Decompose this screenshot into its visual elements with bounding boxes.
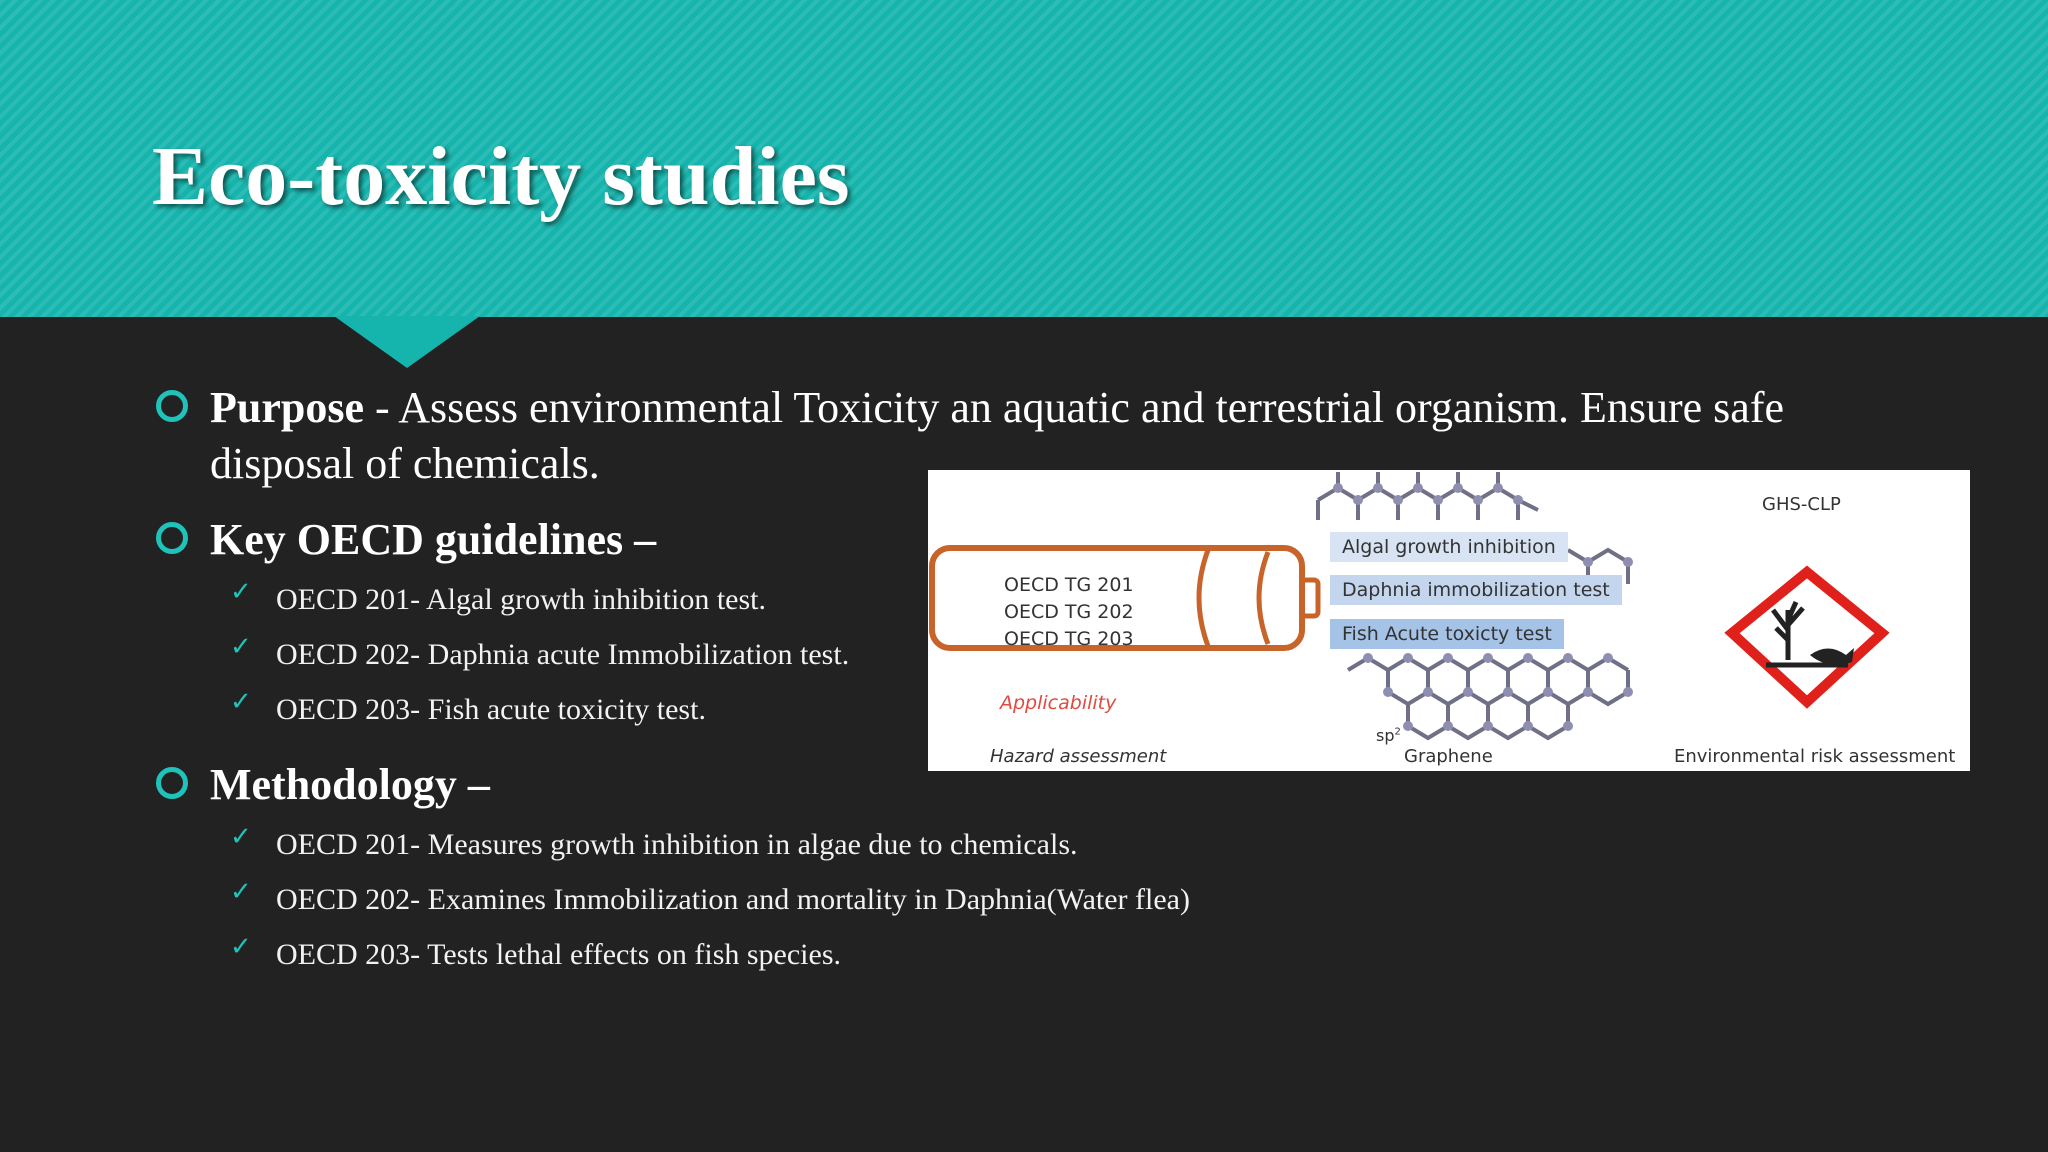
hazard-assessment-label: Hazard assessment xyxy=(990,746,1167,767)
test-label-fish: Fish Acute toxicty test xyxy=(1330,619,1564,649)
methodology-text: OECD 203- Tests lethal effects on fish species. xyxy=(276,938,842,971)
battery-labels xyxy=(1004,572,1134,653)
circle-bullet-icon xyxy=(156,767,188,799)
test-label-algal: Algal growth inhibition xyxy=(1330,532,1568,562)
list-item xyxy=(150,872,1910,927)
checkmark-icon: ✓ xyxy=(230,577,252,607)
checkmark-icon: ✓ xyxy=(230,932,252,962)
graphene-label: Graphene xyxy=(1404,746,1493,767)
applicability-label: Applicability xyxy=(1000,692,1117,714)
environmental-hazard-pictogram xyxy=(1732,572,1882,702)
sp-text: sp xyxy=(1376,726,1395,745)
list-item xyxy=(150,817,1910,872)
circle-bullet-icon xyxy=(156,390,188,422)
checkmark-icon: ✓ xyxy=(230,687,252,717)
methodology-label: Methodology – xyxy=(210,760,490,809)
purpose-text-line1: Assess environmental Toxicity an aquatic and terrestrial organism. Ensure safe xyxy=(398,383,1785,432)
methodology-text: OECD 202- Examines Immobilization and mortality in Daphnia(Water flea) xyxy=(276,883,1190,916)
list-item xyxy=(150,927,1910,982)
guidelines-label: Key OECD guidelines – xyxy=(210,515,657,564)
battery-line: OECD TG 203 xyxy=(1004,628,1134,650)
circle-bullet-icon xyxy=(156,522,188,554)
oecd-figure xyxy=(928,470,1970,771)
methodology-list xyxy=(150,817,1910,982)
ghs-clp-label: GHS-CLP xyxy=(1762,494,1841,515)
purpose-label: Purpose xyxy=(210,383,364,432)
battery-line: OECD TG 201 xyxy=(1004,574,1134,596)
battery-line: OECD TG 202 xyxy=(1004,601,1134,623)
guideline-text: OECD 202- Daphnia acute Immobilization test. xyxy=(276,638,850,671)
checkmark-icon: ✓ xyxy=(230,877,252,907)
guideline-text: OECD 203- Fish acute toxicity test. xyxy=(276,693,706,726)
graphene-atoms xyxy=(1333,483,1633,731)
guideline-text: OECD 201- Algal growth inhibition test. xyxy=(276,583,766,616)
purpose-separator: - xyxy=(364,383,399,432)
environmental-risk-label: Environmental risk assessment xyxy=(1674,746,1956,767)
checkmark-icon: ✓ xyxy=(230,822,252,852)
methodology-text: OECD 201- Measures growth inhibition in algae due to chemicals. xyxy=(276,828,1078,861)
purpose-text-line2: disposal of chemicals. xyxy=(210,439,600,488)
checkmark-icon: ✓ xyxy=(230,632,252,662)
test-label-daphnia: Daphnia immobilization test xyxy=(1330,575,1622,605)
sp-superscript: 2 xyxy=(1394,726,1401,738)
graphene-lattice-icon xyxy=(1318,472,1628,738)
page-title: Eco-toxicity studies xyxy=(152,130,850,223)
sp2-label xyxy=(1376,726,1401,745)
